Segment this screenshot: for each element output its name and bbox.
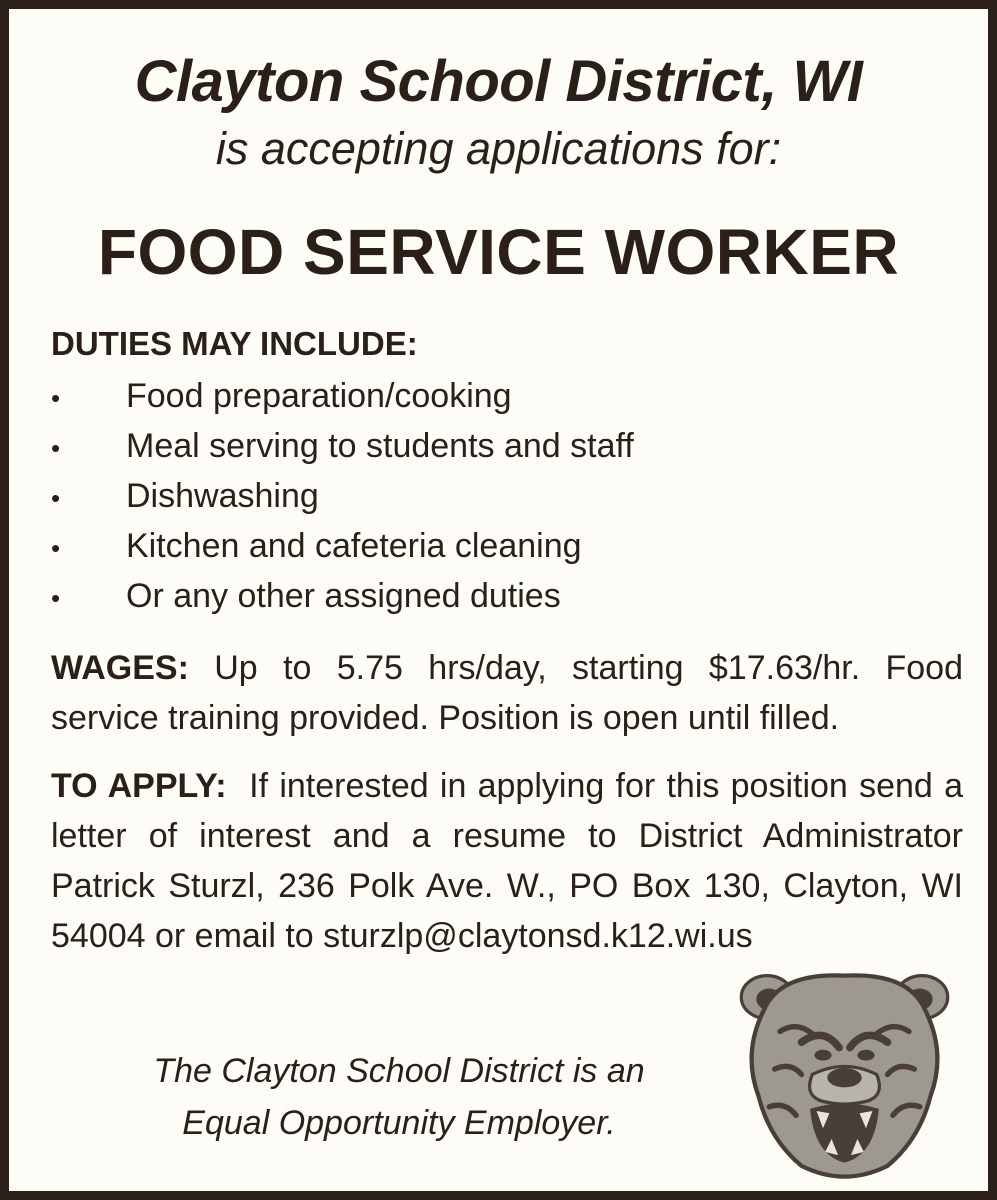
duties-list <box>51 371 634 621</box>
duty-text: Kitchen and cafeteria cleaning <box>126 527 582 565</box>
eoe-statement <box>99 1045 699 1149</box>
apply-text: If interested in applying for this position send a letter of interest and a resume to District Administrator Patrick Sturzl, 236 Polk Ave. W., PO Box 130, Clayton, WI 54004 or email to sturzlp@claytonsd.k12.wi.us <box>51 767 963 955</box>
job-title: FOOD SERVICE WORKER <box>97 216 900 288</box>
apply-label: TO APPLY: <box>51 767 227 805</box>
eoe-line-1: The Clayton School District is an <box>153 1052 645 1090</box>
list-item <box>51 371 634 421</box>
bullet-icon: • <box>51 483 61 513</box>
list-item <box>51 421 634 471</box>
duty-text: Dishwashing <box>126 477 319 515</box>
wages-text: Up to 5.75 hrs/day, starting $17.63/hr. Food service training provided. Position is open until filled. <box>51 649 963 737</box>
bullet-icon: • <box>51 433 61 463</box>
bullet-icon: • <box>51 533 61 563</box>
duty-text: Food preparation/cooking <box>126 377 512 415</box>
bear-head-mascot-icon <box>737 967 952 1182</box>
list-item <box>51 521 634 571</box>
duties-heading: DUTIES MAY INCLUDE: <box>51 325 418 362</box>
accepting-subtitle: is accepting applications for: <box>215 123 782 174</box>
wages-label: WAGES: <box>51 649 189 687</box>
list-item <box>51 571 634 621</box>
eoe-line-2: Equal Opportunity Employer. <box>182 1104 616 1142</box>
district-name: Clayton School District, WI <box>134 49 863 114</box>
bullet-icon: • <box>51 383 61 413</box>
duty-text: Or any other assigned duties <box>126 577 561 615</box>
bullet-icon: • <box>51 583 61 613</box>
duty-text: Meal serving to students and staff <box>126 427 634 465</box>
apply-paragraph <box>51 761 963 961</box>
wages-paragraph <box>51 643 963 743</box>
list-item <box>51 471 634 521</box>
